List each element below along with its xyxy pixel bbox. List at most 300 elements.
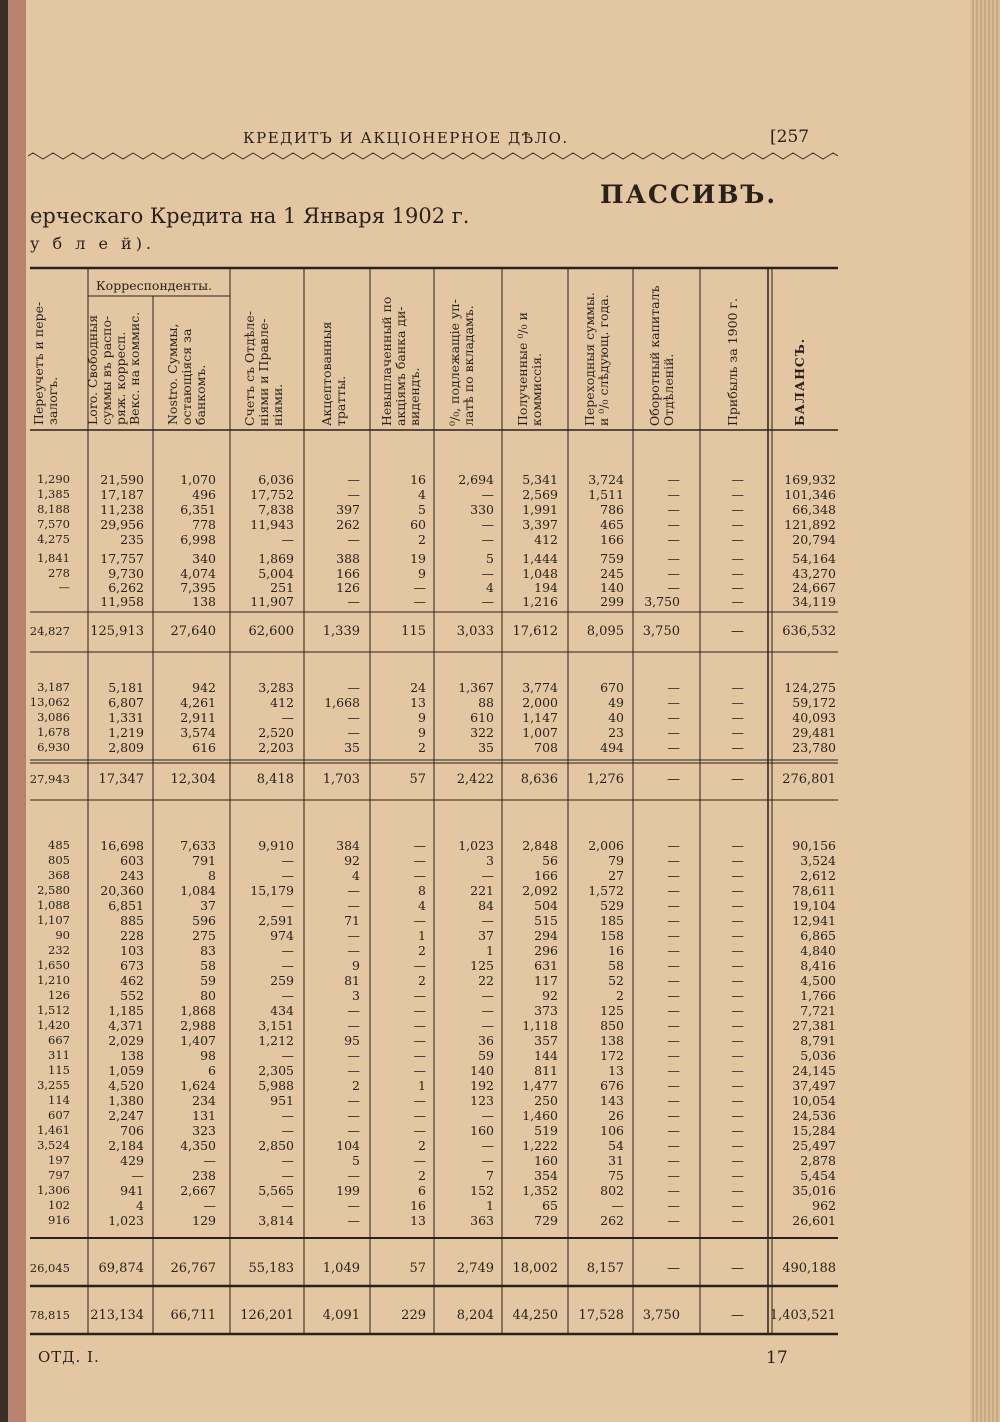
table-cell: 185 — [600, 913, 624, 928]
table-cell: — — [731, 1153, 744, 1168]
table-cell: 4,074 — [180, 566, 216, 581]
table-cell: 1,007 — [522, 725, 558, 740]
table-cell: 1,088 — [37, 898, 70, 912]
table-cell: 24,145 — [792, 1063, 836, 1078]
table-cell: 2,911 — [180, 710, 216, 725]
table-cell: 15,179 — [250, 883, 294, 898]
table-cell: — — [347, 1168, 360, 1183]
table-cell: 234 — [192, 1093, 216, 1108]
table-cell: — — [481, 868, 494, 883]
table-cell: 1 — [418, 1078, 426, 1093]
table-cell: — — [667, 883, 680, 898]
table-cell: — — [347, 1003, 360, 1018]
table-cell: 12,941 — [792, 913, 836, 928]
table-cell: 117 — [534, 973, 558, 988]
table-cell: 238 — [192, 1168, 216, 1183]
table-cell: 3,750 — [642, 624, 680, 639]
table-cell: 1,678 — [37, 725, 70, 739]
table-cell: 504 — [534, 898, 558, 913]
table-cell: 1,306 — [37, 1183, 70, 1197]
table-cell: 8,416 — [800, 958, 836, 973]
table-cell: 123 — [470, 1093, 494, 1108]
table-cell: — — [667, 487, 680, 502]
table-cell: — — [413, 594, 426, 609]
table-cell: 126,201 — [240, 1308, 294, 1323]
table-cell: 144 — [534, 1048, 558, 1063]
table-cell: 124,275 — [784, 680, 836, 695]
table-cell: 17,752 — [250, 487, 294, 502]
table-cell: 354 — [534, 1168, 558, 1183]
table-cell: — — [667, 532, 680, 547]
table-cell: — — [731, 680, 744, 695]
table-cell: 1,147 — [522, 710, 558, 725]
table-cell: 941 — [120, 1183, 144, 1198]
table-cell: 607 — [48, 1108, 70, 1122]
table-cell: — — [731, 1198, 744, 1213]
table-cell: 3,574 — [180, 725, 216, 740]
table-cell: 1,049 — [322, 1261, 360, 1276]
table-cell: 95 — [344, 1033, 360, 1048]
table-cell: 434 — [270, 1003, 294, 1018]
table-row — [8, 680, 838, 695]
table-cell: 158 — [600, 928, 624, 943]
table-cell: 40 — [608, 710, 624, 725]
table-cell: 21,590 — [100, 472, 144, 487]
table-cell: — — [731, 1183, 744, 1198]
table-total-row — [8, 772, 838, 787]
table-cell: 251 — [270, 580, 294, 595]
table-cell: 3,283 — [258, 680, 294, 695]
table-cell: — — [731, 594, 744, 609]
table-cell: 106 — [600, 1123, 624, 1138]
table-cell: — — [667, 1168, 680, 1183]
table-cell: 1,380 — [108, 1093, 144, 1108]
table-cell: 6 — [418, 1183, 426, 1198]
table-cell: — — [731, 958, 744, 973]
table-cell: 397 — [336, 502, 360, 517]
table-cell: 2,667 — [180, 1183, 216, 1198]
table-cell: 55,183 — [248, 1261, 294, 1276]
table-row — [8, 566, 838, 581]
table-cell: — — [667, 1183, 680, 1198]
table-cell: — — [347, 1048, 360, 1063]
table-cell: 8,095 — [586, 624, 624, 639]
table-cell: 802 — [600, 1183, 624, 1198]
table-row — [8, 710, 838, 725]
table-cell: — — [281, 1168, 294, 1183]
table-cell: 670 — [600, 680, 624, 695]
table-cell: — — [281, 1048, 294, 1063]
table-cell: 25,497 — [792, 1138, 836, 1153]
table-cell: 1 — [486, 1198, 494, 1213]
table-cell: 1,048 — [522, 566, 558, 581]
table-cell: 3,774 — [522, 680, 558, 695]
table-cell: 140 — [470, 1063, 494, 1078]
table-cell: 412 — [270, 695, 294, 710]
table-cell: 125,913 — [90, 624, 144, 639]
table-cell: 363 — [470, 1213, 494, 1228]
table-cell: 1,222 — [522, 1138, 558, 1153]
column-header-loro: Loro. Свободныя суммы въ распо- ряж. корресп. Векс. на коммис. — [85, 311, 142, 425]
table-cell: 4 — [352, 868, 360, 883]
table-cell: — — [481, 532, 494, 547]
table-cell: 1,407 — [180, 1033, 216, 1048]
table-cell: — — [667, 1078, 680, 1093]
table-cell: 1,107 — [37, 913, 70, 927]
table-cell: 2,850 — [258, 1138, 294, 1153]
table-cell: 3,187 — [37, 680, 70, 694]
table-cell: 294 — [534, 928, 558, 943]
table-cell: 7,395 — [180, 580, 216, 595]
table-cell: 2,520 — [258, 725, 294, 740]
table-row — [8, 1153, 838, 1168]
table-cell: 104 — [336, 1138, 360, 1153]
table-cell: 791 — [192, 853, 216, 868]
table-cell: — — [281, 853, 294, 868]
table-cell: — — [281, 710, 294, 725]
table-cell: 496 — [192, 487, 216, 502]
table-cell: 24,667 — [792, 580, 836, 595]
table-cell: 262 — [600, 1213, 624, 1228]
table-cell: 52 — [608, 973, 624, 988]
table-cell: 490,188 — [782, 1261, 836, 1276]
table-cell: — — [667, 1108, 680, 1123]
table-row — [8, 958, 838, 973]
column-header-pribyl: Прибыль за 1900 г. — [725, 298, 740, 426]
table-cell: — — [667, 695, 680, 710]
table-cell: — — [667, 1003, 680, 1018]
table-cell: 11,943 — [250, 517, 294, 532]
table-cell: — — [667, 973, 680, 988]
table-cell: 59 — [200, 973, 216, 988]
table-row — [8, 853, 838, 868]
table-cell: 7,721 — [800, 1003, 836, 1018]
table-cell: — — [347, 1063, 360, 1078]
table-row — [8, 1198, 838, 1213]
table-cell: 2 — [616, 988, 624, 1003]
table-cell: — — [413, 913, 426, 928]
table-cell: 229 — [401, 1308, 426, 1323]
table-cell: 2,694 — [458, 472, 494, 487]
table-cell: 3,814 — [258, 1213, 294, 1228]
table-cell: 43,270 — [792, 566, 836, 581]
table-cell: — — [413, 1153, 426, 1168]
table-cell: — — [731, 517, 744, 532]
table-cell: — — [667, 1198, 680, 1213]
table-cell: — — [731, 740, 744, 755]
table-row — [8, 472, 838, 487]
table-row — [8, 594, 838, 609]
table-row — [8, 487, 838, 502]
table-cell: — — [131, 1168, 144, 1183]
table-cell: — — [347, 1018, 360, 1033]
table-cell: 2,612 — [800, 868, 836, 883]
table-cell: 194 — [534, 580, 558, 595]
table-cell: — — [731, 772, 744, 787]
table-cell: — — [731, 1018, 744, 1033]
table-cell: — — [413, 1108, 426, 1123]
table-cell: 7,633 — [180, 838, 216, 853]
table-cell: 11,958 — [100, 594, 144, 609]
table-cell: 262 — [336, 517, 360, 532]
table-cell: 850 — [600, 1018, 624, 1033]
column-header-nostro: Nostro. Суммы, остающіяся за банкомъ. — [165, 323, 208, 425]
table-cell: 786 — [600, 502, 624, 517]
table-cell: 80 — [200, 988, 216, 1003]
table-cell: 2 — [418, 532, 426, 547]
table-cell: — — [731, 898, 744, 913]
table-cell: — — [667, 1138, 680, 1153]
table-row — [8, 725, 838, 740]
table-cell: — — [347, 725, 360, 740]
table-cell: 29,956 — [100, 517, 144, 532]
table-cell: 1,624 — [180, 1078, 216, 1093]
table-cell: — — [347, 1108, 360, 1123]
table-cell: 27,381 — [792, 1018, 836, 1033]
table-cell: 84 — [478, 898, 494, 913]
table-cell: 49 — [608, 695, 624, 710]
table-cell: — — [667, 772, 680, 787]
table-cell: 275 — [192, 928, 216, 943]
table-cell: 20,360 — [100, 883, 144, 898]
table-cell: 388 — [336, 551, 360, 566]
table-cell: — — [347, 883, 360, 898]
table-cell: 16 — [410, 472, 426, 487]
table-cell: — — [731, 472, 744, 487]
table-cell: — — [731, 1168, 744, 1183]
table-cell: 192 — [470, 1078, 494, 1093]
table-cell: 1,477 — [522, 1078, 558, 1093]
column-header-balans: БАЛАНСЪ. — [792, 337, 807, 426]
table-cell: 11,907 — [250, 594, 294, 609]
table-row — [8, 1168, 838, 1183]
table-cell: 8 — [418, 883, 426, 898]
table-cell: 942 — [192, 680, 216, 695]
table-cell: — — [481, 566, 494, 581]
table-cell: 83 — [200, 943, 216, 958]
table-cell: 529 — [600, 898, 624, 913]
table-cell: 26,601 — [792, 1213, 836, 1228]
table-cell: 115 — [401, 624, 426, 639]
table-cell: 2,809 — [108, 740, 144, 755]
table-cell: — — [481, 913, 494, 928]
table-cell: — — [731, 710, 744, 725]
table-cell: 26,767 — [170, 1261, 216, 1276]
table-cell: — — [731, 551, 744, 566]
table-cell: — — [413, 958, 426, 973]
table-cell: 4,350 — [180, 1138, 216, 1153]
table-cell: — — [281, 1198, 294, 1213]
table-cell: 36 — [478, 1033, 494, 1048]
table-cell: 311 — [48, 1048, 70, 1062]
table-cell: 1,703 — [322, 772, 360, 787]
table-cell: 519 — [534, 1123, 558, 1138]
table-cell: 462 — [120, 973, 144, 988]
table-cell: — — [413, 580, 426, 595]
table-row — [8, 943, 838, 958]
table-cell: — — [667, 1153, 680, 1168]
table-cell: 16 — [608, 943, 624, 958]
table-row — [8, 868, 838, 883]
table-cell: — — [203, 1198, 216, 1213]
table-cell: 2,848 — [522, 838, 558, 853]
table-row — [8, 695, 838, 710]
table-cell: 166 — [534, 868, 558, 883]
table-cell: 65 — [542, 1198, 558, 1213]
table-cell: 15,284 — [792, 1123, 836, 1138]
table-cell: — — [281, 1153, 294, 1168]
table-cell: 35 — [344, 740, 360, 755]
table-cell: 213,134 — [90, 1308, 144, 1323]
table-cell: 1,070 — [180, 472, 216, 487]
table-cell: 20,794 — [792, 532, 836, 547]
table-cell: 243 — [120, 868, 144, 883]
table-cell: — — [667, 472, 680, 487]
table-cell: 885 — [120, 913, 144, 928]
table-cell: — — [281, 943, 294, 958]
table-cell: 16,698 — [100, 838, 144, 853]
table-cell: 88 — [478, 695, 494, 710]
table-row — [8, 898, 838, 913]
table-row — [8, 1078, 838, 1093]
table-cell: 278 — [48, 566, 70, 580]
table-cell: 66,711 — [170, 1308, 216, 1323]
table-cell: 40,093 — [792, 710, 836, 725]
table-cell: 166 — [336, 566, 360, 581]
table-row — [8, 973, 838, 988]
table-cell: 340 — [192, 551, 216, 566]
table-cell: — — [731, 1078, 744, 1093]
table-cell: 494 — [600, 740, 624, 755]
table-cell: — — [203, 1153, 216, 1168]
table-cell: 951 — [270, 1093, 294, 1108]
table-cell: — — [481, 517, 494, 532]
table-cell: 169,932 — [784, 472, 836, 487]
table-cell: 1,650 — [37, 958, 70, 972]
section-title: ПАССИВЪ. — [600, 180, 778, 209]
table-row — [8, 1183, 838, 1198]
table-cell: 2,749 — [456, 1261, 494, 1276]
table-cell: 101,346 — [784, 487, 836, 502]
table-cell: 3,524 — [800, 853, 836, 868]
table-cell: 66,348 — [792, 502, 836, 517]
table-cell: — — [347, 472, 360, 487]
table-cell: 79 — [608, 853, 624, 868]
table-row — [8, 1123, 838, 1138]
table-cell: 69,874 — [98, 1261, 144, 1276]
table-cell: 58 — [200, 958, 216, 973]
table-cell: 7,838 — [258, 502, 294, 517]
table-cell: 9,730 — [108, 566, 144, 581]
table-cell: 1,331 — [108, 710, 144, 725]
table-cell: 2,988 — [180, 1018, 216, 1033]
table-cell: 138 — [192, 594, 216, 609]
table-cell: — — [731, 1003, 744, 1018]
table-cell: — — [413, 868, 426, 883]
table-cell: 2 — [418, 740, 426, 755]
table-cell: 126 — [336, 580, 360, 595]
table-cell: — — [481, 1003, 494, 1018]
table-cell: 90,156 — [792, 838, 836, 853]
table-cell: — — [731, 868, 744, 883]
table-cell: — — [281, 532, 294, 547]
table-cell: — — [667, 680, 680, 695]
table-cell: 199 — [336, 1183, 360, 1198]
column-header-oborot: Оборотный капиталъ Отдѣленій. — [647, 285, 676, 426]
table-row — [8, 532, 838, 547]
table-cell: 5 — [486, 551, 494, 566]
table-cell: 2,000 — [522, 695, 558, 710]
table-cell: 59,172 — [792, 695, 836, 710]
table-cell: — — [667, 1213, 680, 1228]
table-cell: 797 — [48, 1168, 70, 1182]
table-cell: 1,023 — [458, 838, 494, 853]
table-cell: 636,532 — [782, 624, 836, 639]
table-cell: — — [58, 580, 70, 594]
table-cell: 10,054 — [792, 1093, 836, 1108]
table-cell: — — [731, 1308, 744, 1323]
table-row — [8, 1048, 838, 1063]
table-cell: 125 — [600, 1003, 624, 1018]
table-cell: 412 — [534, 532, 558, 547]
column-header-percent: ⁰/₀, подлежащіе уп- латѣ по вкладамъ. — [447, 299, 476, 426]
table-cell: 7 — [486, 1168, 494, 1183]
table-cell: 13,062 — [29, 695, 70, 709]
table-cell: — — [667, 1033, 680, 1048]
table-cell: 4 — [136, 1198, 144, 1213]
table-cell: 974 — [270, 928, 294, 943]
table-cell: 6 — [208, 1063, 216, 1078]
table-cell: 23,780 — [792, 740, 836, 755]
table-cell: 18,002 — [512, 1261, 558, 1276]
table-cell: 6,998 — [180, 532, 216, 547]
table-cell: 596 — [192, 913, 216, 928]
table-cell: 1,511 — [588, 487, 624, 502]
table-cell: — — [347, 928, 360, 943]
table-cell: 228 — [120, 928, 144, 943]
table-cell: 24,827 — [29, 624, 70, 638]
table-cell: — — [667, 868, 680, 883]
table-cell: — — [413, 1063, 426, 1078]
table-cell: — — [347, 898, 360, 913]
table-cell: 1 — [486, 943, 494, 958]
table-cell: 9 — [352, 958, 360, 973]
table-cell: — — [281, 1108, 294, 1123]
table-cell: 125 — [470, 958, 494, 973]
table-cell: 465 — [600, 517, 624, 532]
table-cell: 1,385 — [37, 487, 70, 501]
table-cell: — — [347, 943, 360, 958]
table-cell: 6,865 — [800, 928, 836, 943]
table-cell: 2,247 — [108, 1108, 144, 1123]
table-cell: 166 — [600, 532, 624, 547]
table-cell: 357 — [534, 1033, 558, 1048]
table-cell: — — [347, 1213, 360, 1228]
table-cell: — — [347, 1198, 360, 1213]
table-cell: 5 — [418, 502, 426, 517]
table-cell: — — [731, 532, 744, 547]
table-cell: 13 — [410, 1213, 426, 1228]
table-cell: 3 — [352, 988, 360, 1003]
table-cell: 4,091 — [322, 1308, 360, 1323]
table-cell: 4,261 — [180, 695, 216, 710]
table-cell: — — [667, 551, 680, 566]
table-cell: 1,668 — [324, 695, 360, 710]
table-cell: 1,869 — [258, 551, 294, 566]
table-cell: 429 — [120, 1153, 144, 1168]
table-cell: 706 — [120, 1123, 144, 1138]
table-cell: — — [413, 1048, 426, 1063]
